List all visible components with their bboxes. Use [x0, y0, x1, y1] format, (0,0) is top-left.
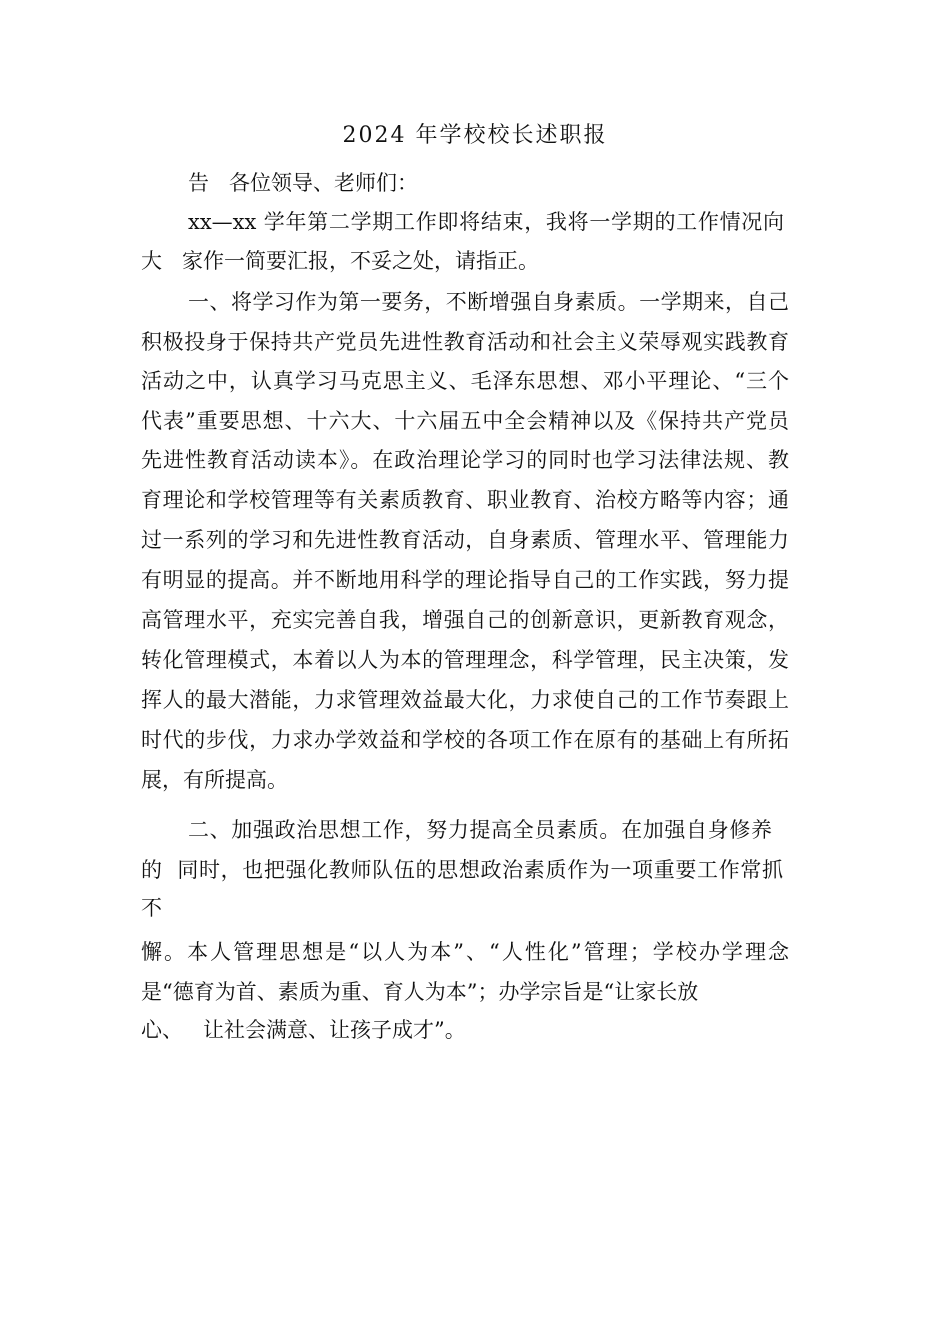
paragraph-line: 不 — [141, 896, 162, 920]
paragraph-line: 挥人的最大潜能，力求管理效益最大化，力求使自己的工作节奏跟上 — [141, 688, 789, 712]
paragraph-line: 转化管理模式，本着以人为本的管理理念，科学管理，民主决策，发 — [141, 648, 789, 672]
paragraph-line: 大 家作一简要汇报，不妥之处，请指正。 — [141, 249, 540, 273]
paragraph-line: 活动之中，认真学习马克思主义、毛泽东思想、邓小平理论、“三个 — [141, 369, 789, 393]
paragraph-line: 有明显的提高。并不断地用科学的理论指导自己的工作实践，努力提 — [141, 568, 789, 592]
paragraph-line: 积极投身于保持共产党员先进性教育活动和社会主义荣辱观实践教育 — [141, 330, 789, 354]
paragraph-line: 二、加强政治思想工作，努力提高全员素质。在加强自身修养 — [188, 818, 772, 842]
paragraph-line: 先进性教育活动读本》。在政治理论学习的同时也学习法律法规、教 — [141, 448, 789, 472]
paragraph-line: 展，有所提高。 — [141, 768, 288, 792]
paragraph-line: 时代的步伐，力求办学效益和学校的各项工作在原有的基础上有所拓 — [141, 728, 789, 752]
paragraph-line: 一、将学习作为第一要务，不断增强自身素质。一学期来，自己 — [188, 290, 789, 314]
document-title: 2024 年学校校长述职报 — [342, 123, 608, 148]
salutation: 告 各位领导、老师们： — [188, 171, 419, 195]
paragraph-line: 过一系列的学习和先进性教育活动，自身素质、管理水平、管理能力 — [141, 528, 789, 552]
paragraph-line: 育理论和学校管理等有关素质教育、职业教育、治校方略等内容；通 — [141, 488, 789, 512]
paragraph-line: 高管理水平，充实完善自我，增强自己的创新意识，更新教育观念， — [141, 608, 789, 632]
paragraph-line: 心、 让社会满意、让孩子成才”。 — [141, 1018, 466, 1042]
paragraph-line: 代表”重要思想、十六大、十六届五中全会精神以及《保持共产党员 — [141, 409, 789, 433]
paragraph-line: xx—xx 学年第二学期工作即将结束，我将一学期的工作情况向 — [188, 210, 784, 234]
paragraph-line: 的 同时，也把强化教师队伍的思想政治素质作为一项重要工作常抓 — [141, 858, 783, 882]
paragraph-line: 是“德育为首、素质为重、育人为本”；办学宗旨是“让家长放 — [141, 980, 699, 1004]
paragraph-line: 懈。本人管理思想是“以人为本”、“人性化”管理；学校办学理念 — [141, 940, 789, 964]
